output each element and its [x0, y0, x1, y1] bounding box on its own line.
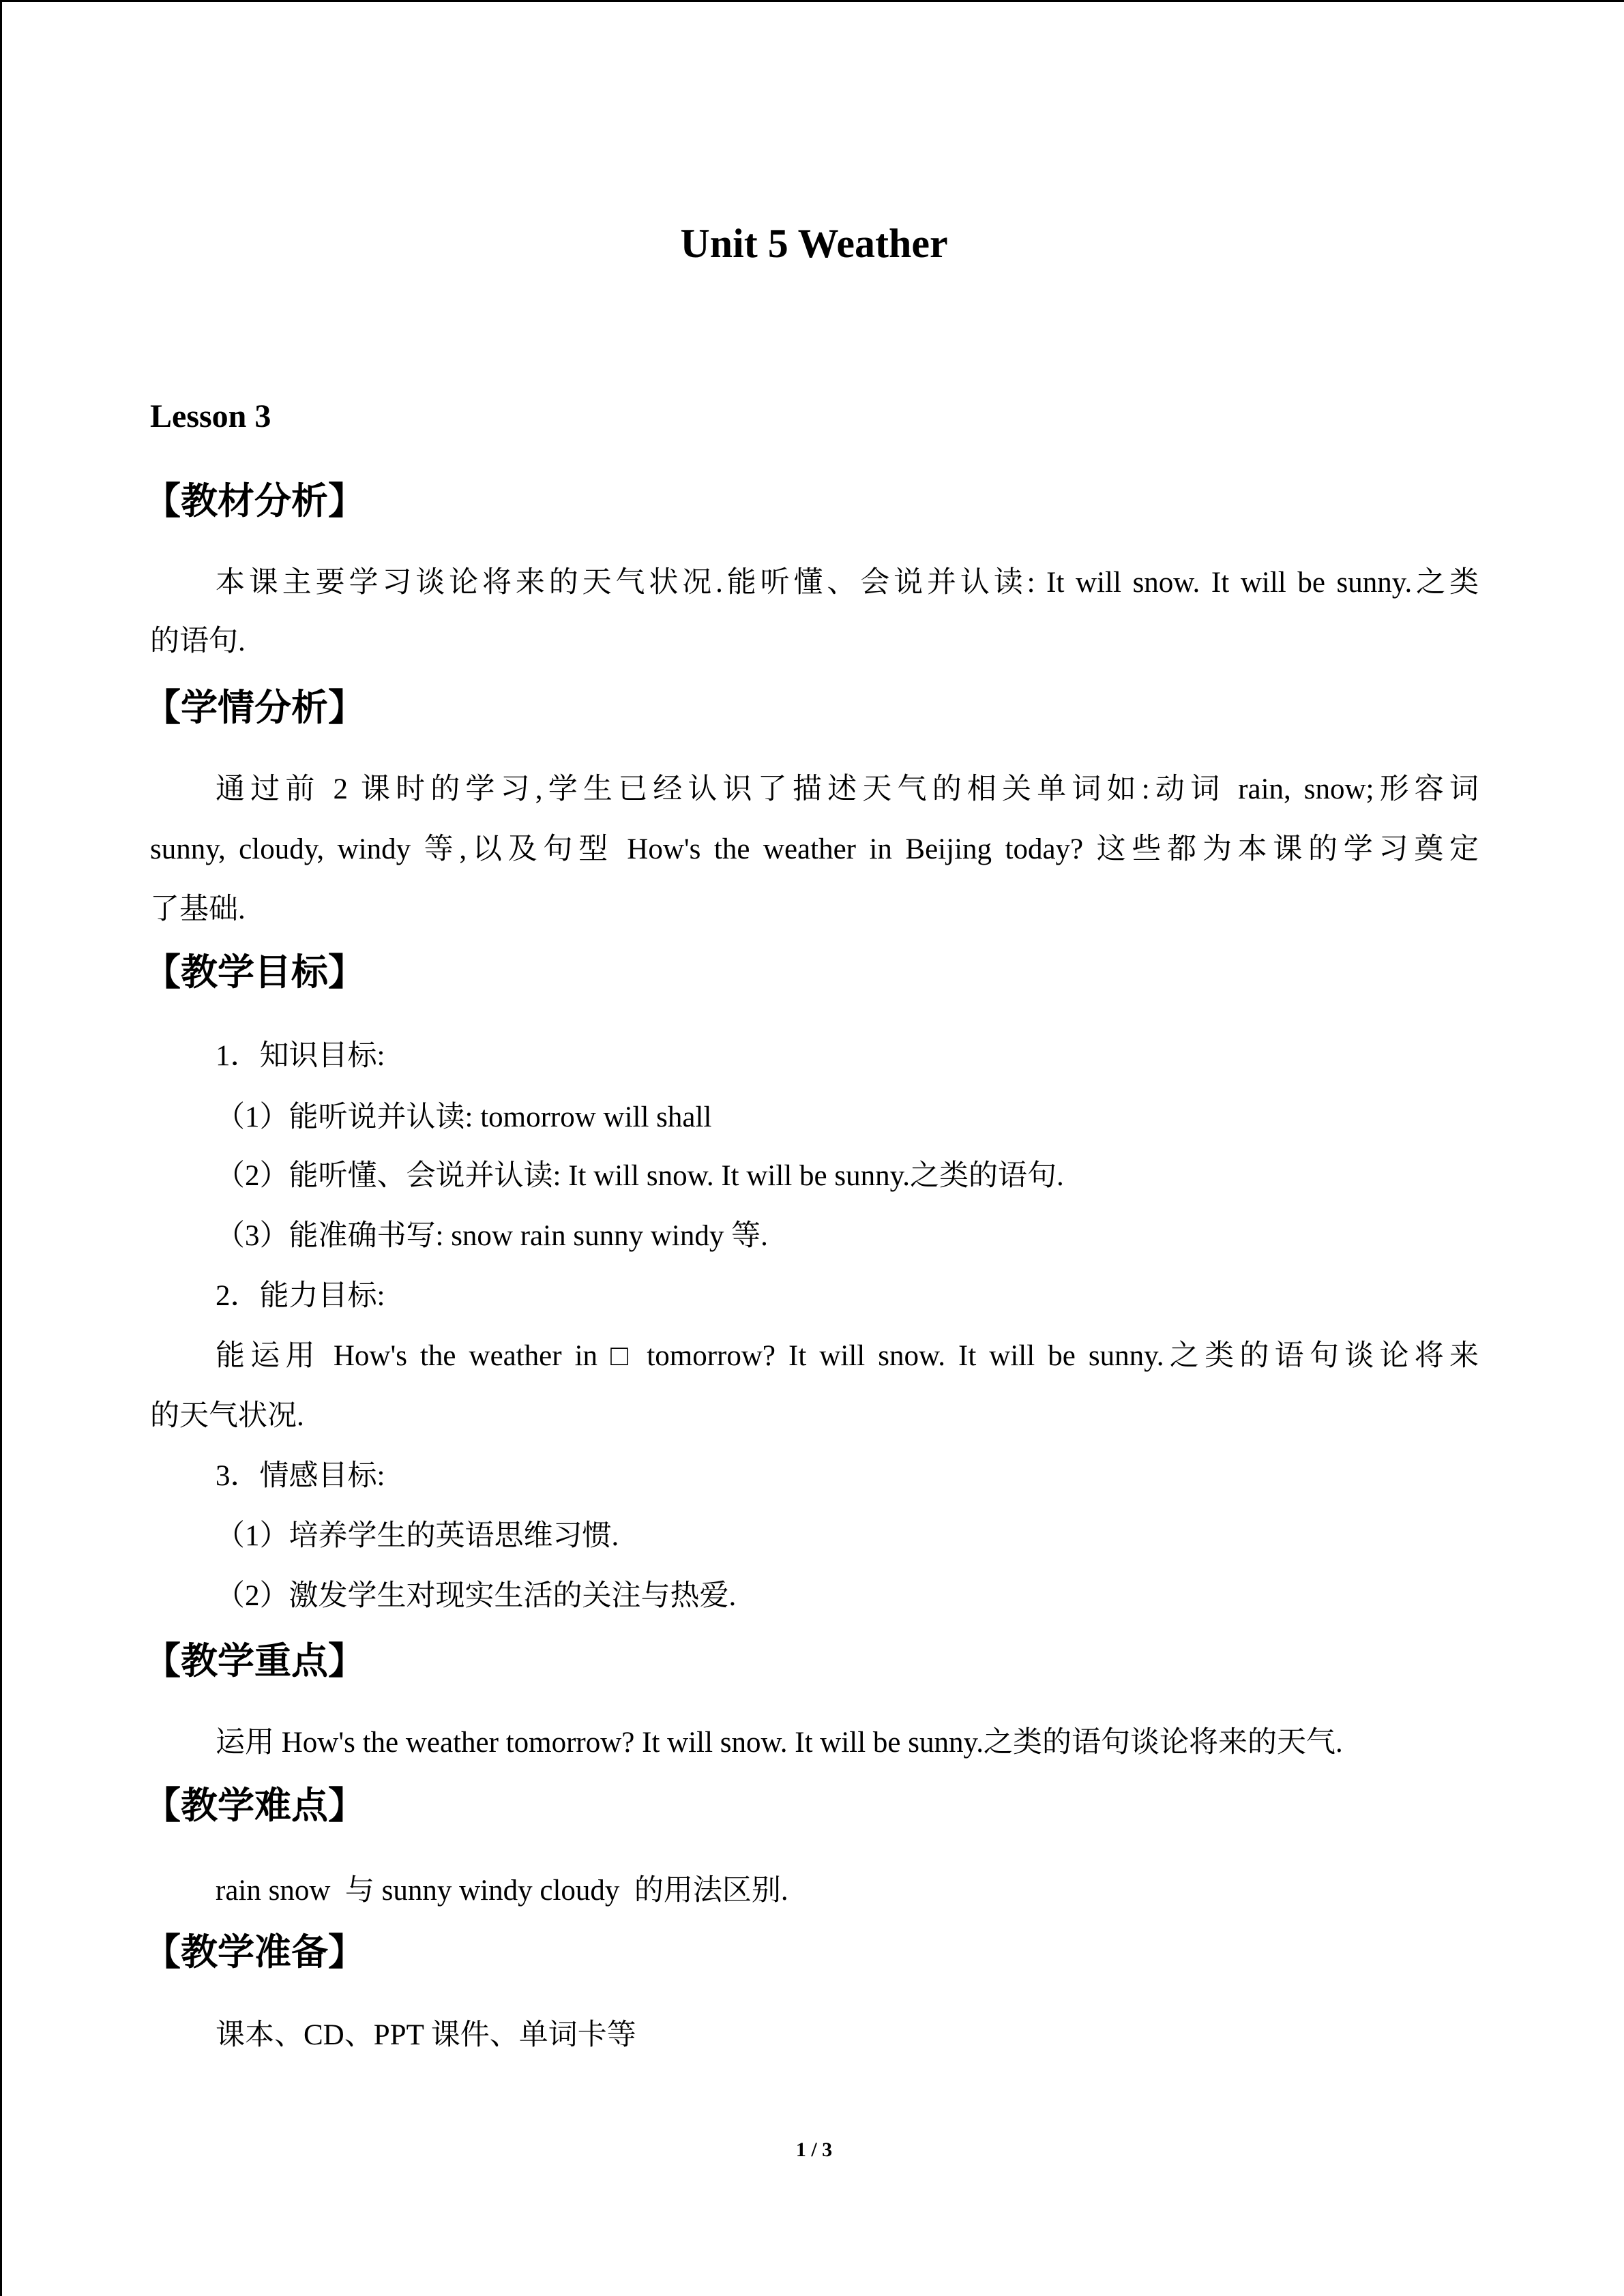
- paragraph-line: sunny, cloudy, windy 等,以及句型 How's the weather in Beijing today? 这些都为本课的学习奠定: [150, 833, 1479, 865]
- objective-item: （1）能听说并认读: tomorrow will shall: [216, 1101, 712, 1133]
- paragraph-line: rain snow 与 sunny windy cloudy 的用法区别.: [216, 1875, 788, 1907]
- objective-item: （3）能准确书写: snow rain sunny windy 等.: [216, 1220, 768, 1252]
- paragraph-line: 的语句.: [150, 625, 246, 657]
- paragraph-line: 运用 How's the weather tomorrow? It will snow. It will be sunny.之类的语句谈论将来的天气.: [216, 1727, 1343, 1759]
- objective-category: 3．情感目标:: [216, 1460, 385, 1492]
- section-heading-preparation: 【教学准备】: [144, 1932, 365, 1973]
- section-heading-textbook-analysis: 【教材分析】: [144, 481, 365, 522]
- objective-item: （2）激发学生对现实生活的关注与热爱.: [216, 1580, 737, 1612]
- paragraph-line: 本课主要学习谈论将来的天气状况.能听懂、会说并认读: It will snow. It will be sunny.之类: [216, 567, 1479, 599]
- paragraph-line: 通过前 2 课时的学习,学生已经认识了描述天气的相关单词如:动词 rain, snow;形容词: [216, 773, 1479, 805]
- section-heading-teaching-objectives: 【教学目标】: [144, 952, 365, 993]
- objective-item: （1）培养学生的英语思维习惯.: [216, 1520, 619, 1552]
- objective-item: 能运用 How's the weather in □ tomorrow? It will snow. It will be sunny.之类的语句谈论将来: [216, 1340, 1479, 1372]
- objective-item: 的天气状况.: [150, 1400, 304, 1432]
- section-heading-key-points: 【教学重点】: [144, 1641, 365, 1682]
- document-title: Unit 5 Weather: [680, 221, 948, 266]
- page-number: 1 / 3: [795, 2138, 833, 2161]
- objective-item: （2）能听懂、会说并认读: It will snow. It will be sunny.之类的语句.: [216, 1160, 1064, 1192]
- section-heading-student-analysis: 【学情分析】: [144, 687, 365, 728]
- section-heading-difficulties: 【教学难点】: [144, 1785, 365, 1826]
- paragraph-line: 了基础.: [150, 893, 246, 925]
- objective-category: 2．能力目标:: [216, 1280, 385, 1312]
- lesson-heading: Lesson 3: [150, 398, 271, 434]
- paragraph-line: 课本、CD、PPT 课件、单词卡等: [216, 2019, 636, 2051]
- objective-category: 1．知识目标:: [216, 1040, 385, 1072]
